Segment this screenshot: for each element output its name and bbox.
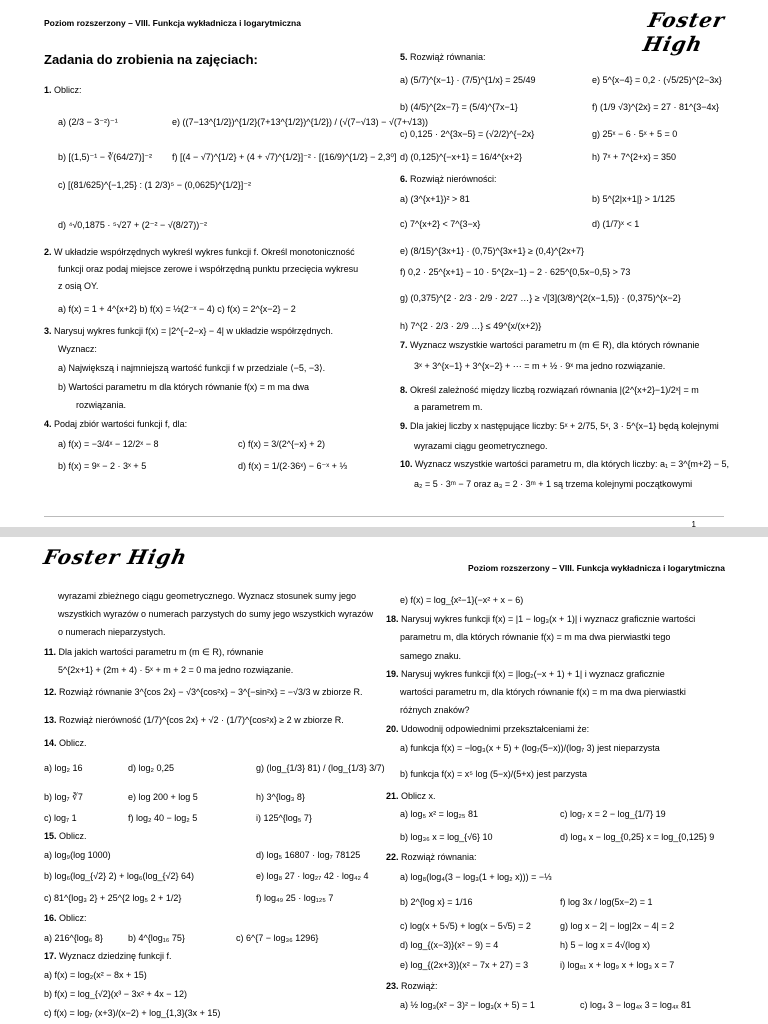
- exercise-text: Oblicz:: [59, 913, 87, 923]
- exercise-text: a) f(x) = 1 + 4^{x+2} b) f(x) = ½(2⁻ˣ − 4) c) f(x) = 2^{x−2} − 2: [58, 304, 296, 314]
- exercise-number: 19.: [386, 669, 402, 679]
- exercise-number: 6.: [400, 174, 411, 184]
- exercise-text: różnych znaków?: [400, 705, 470, 715]
- exercise-line: [256, 791, 305, 804]
- exercise-number-line: [386, 980, 438, 993]
- exercise-line: [256, 892, 333, 905]
- exercise-line: [400, 594, 523, 607]
- exercise-number: 22.: [386, 852, 402, 862]
- exercise-text: h) 3^{log₃ 8}: [256, 792, 305, 802]
- exercise-line: [580, 999, 691, 1012]
- exercise-text: a parametrem m.: [414, 402, 483, 412]
- exercise-text: Narysuj wykres funkcji f(x) = |log₂(−x + 1) + 1| i wyznacz graficznie: [401, 669, 665, 679]
- exercise-line: [400, 999, 535, 1012]
- exercise-line: [400, 128, 534, 141]
- exercise-number-line: [44, 418, 187, 431]
- exercise-text: Wyznacz dziedzinę funkcji f.: [59, 951, 172, 961]
- exercise-line: [400, 742, 660, 755]
- exercise-line: [128, 812, 197, 825]
- exercise-line: [236, 932, 318, 945]
- exercise-text: Narysuj wykres funkcji f(x) = |2^{−2−x} − 4| w układzie współrzędnych.: [54, 326, 334, 336]
- exercise-line: [58, 608, 373, 621]
- exercise-number: 8.: [400, 385, 411, 395]
- exercise-number: 1.: [44, 85, 55, 95]
- exercise-line: [560, 808, 666, 821]
- exercise-number-line: [44, 830, 87, 843]
- exercise-text: b) Wartości parametru m dla których równanie f(x) = m ma dwa: [58, 382, 309, 392]
- exercise-line: [58, 590, 356, 603]
- exercise-number: 7.: [400, 340, 411, 350]
- exercise-text: wyrazami ciągu geometrycznego.: [414, 441, 548, 451]
- exercise-line: [400, 151, 522, 164]
- exercise-text: g) (log_{1/3} 81) / (log_{1/3} 3/7): [256, 763, 385, 773]
- exercise-line: [560, 939, 650, 952]
- exercise-line: [400, 831, 493, 844]
- exercise-text: a) (3^{x+1})² > 81: [400, 194, 470, 204]
- exercise-line: [44, 892, 181, 905]
- exercise-text: i) log₈₁ x + log₉ x + log₃ x = 7: [560, 960, 675, 970]
- exercise-text: c) log₇ x = 2 − log_{1/7} 19: [560, 809, 666, 819]
- exercise-text: Rozwiąż:: [401, 981, 438, 991]
- exercise-line: [58, 381, 309, 394]
- exercise-line: [44, 812, 77, 825]
- exercise-line: [560, 831, 714, 844]
- exercise-number: 9.: [400, 421, 411, 431]
- exercise-line: [560, 959, 674, 972]
- exercise-number-line: [44, 950, 171, 963]
- exercise-line: [592, 128, 677, 141]
- exercise-line: [128, 791, 198, 804]
- exercise-text: d) ⁴√0,1875 · ⁵√27 + (2⁻² − √(8/27))⁻²: [58, 220, 207, 230]
- exercise-text: z osią OY.: [58, 281, 99, 291]
- exercise-line: [400, 920, 531, 933]
- exercise-number-line: [44, 325, 333, 338]
- exercise-number-line: [400, 458, 729, 471]
- exercise-line: [58, 280, 98, 293]
- exercise-text: 5^{2x+1} + (2m + 4) · 5ˣ + m + 2 = 0 ma jedno rozwiązanie.: [58, 665, 294, 675]
- exercise-text: c) 0,125 · 2^{3x−5} = (√2/2)^{−2x}: [400, 129, 535, 139]
- exercise-line: [592, 193, 675, 206]
- exercise-text: a) log₂ 16: [44, 763, 83, 773]
- exercise-line: [592, 218, 639, 231]
- exercise-line: [400, 939, 498, 952]
- exercise-text: Podaj zbiór wartości funkcji f, dla:: [54, 419, 188, 429]
- exercise-number-line: [44, 714, 344, 727]
- document-page-2: [0, 537, 768, 1024]
- exercise-text: rozwiązania.: [76, 400, 127, 410]
- exercise-line: [238, 460, 347, 473]
- exercise-text: b) f(x) = log_{√2}(x³ − 3x² + 4x − 12): [44, 989, 188, 999]
- exercise-number: 10.: [400, 459, 416, 469]
- exercise-text: f) (1/9 √3)^{2x} = 27 · 81^{3−4x}: [592, 102, 719, 112]
- exercise-text: 3ˣ + 3^{x−1} + 3^{x−2} + ⋯ = m + ½ · 9ˣ ma jedno rozwiązanie.: [414, 361, 666, 371]
- exercise-text: c) [(81/625)^{−1,25} : (1 2/3)⁵ − (0,0625)^{1/2}]⁻²: [58, 180, 252, 190]
- exercise-line: [76, 399, 126, 412]
- exercise-line: [44, 791, 83, 804]
- exercise-line: [560, 920, 674, 933]
- exercise-text: wszystkich wyrazów o numerach parzystych do sumy jego wszystkich wyrazów: [58, 609, 374, 619]
- exercise-line: [560, 896, 653, 909]
- exercise-line: [256, 849, 360, 862]
- exercise-text: e) ((7−13^{1/2})^{1/2}(7+13^{1/2})^{1/2}) / (√(7−√13) − √(7+√13)): [172, 117, 429, 127]
- exercise-line: [400, 292, 681, 305]
- exercise-text: Wyznacz:: [58, 344, 97, 354]
- exercise-line: [400, 959, 528, 972]
- exercise-number: 13.: [44, 715, 60, 725]
- exercise-line: [58, 664, 293, 677]
- exercise-line: [58, 438, 158, 451]
- exercise-text: Oblicz.: [59, 738, 87, 748]
- exercise-text: a) f(x) = −3/4ˣ − 12/2ˣ − 8: [58, 439, 159, 449]
- exercise-text: b) log₃₆ x = log_{√6} 10: [400, 832, 493, 842]
- exercise-text: g) 25ˣ − 6 · 5ˣ + 5 = 0: [592, 129, 678, 139]
- exercise-text: i) 125^{log₅ 7}: [256, 813, 312, 823]
- exercise-text: e) 5^{x−4} = 0,2 · (√5/25)^{2−3x}: [592, 75, 722, 85]
- exercise-text: a) f(x) = log₂(x² − 8x + 15): [44, 970, 147, 980]
- exercise-text: a₂ = 5 · 3ᵐ − 7 oraz a₃ = 2 · 3ᵐ + 1 są trzema kolejnymi początkowymi: [414, 479, 693, 489]
- foster-high-logo: Foster High: [640, 8, 728, 56]
- exercise-number-line: [44, 686, 362, 699]
- exercise-text: b) (4/5)^{2x−7} = (5/4)^{7x−1}: [400, 102, 518, 112]
- exercise-number: 23.: [386, 981, 402, 991]
- exercise-text: d) (0,125)^{−x+1} = 16/4^{x+2}: [400, 152, 523, 162]
- exercise-text: W układzie współrzędnych wykreśl wykres funkcji f. Określ monotoniczność: [54, 247, 355, 257]
- exercise-text: b) log₇ ∛7: [44, 792, 83, 802]
- exercise-text: a) log₅ x² = log₂₅ 81: [400, 809, 479, 819]
- exercise-text: Narysuj wykres funkcji f(x) = |1 − log₃(x + 1)| i wyznacz graficznie wartości: [401, 614, 696, 624]
- exercise-line: [400, 101, 518, 114]
- exercise-line: [256, 870, 369, 883]
- exercise-line: [58, 263, 358, 276]
- exercise-text: b) funkcja f(x) = x⁵ log (5−x)/(5+x) jest parzysta: [400, 769, 588, 779]
- exercise-text: b) 5^{2|x+1|} > 1/125: [592, 194, 675, 204]
- exercise-text: funkcji oraz podaj miejsce zerowe i współrzędną punktu przecięcia wykresu: [58, 264, 359, 274]
- exercise-line: [414, 401, 483, 414]
- page-title: Zadania do zrobienia na zajęciach:: [44, 52, 258, 67]
- exercise-line: [400, 686, 686, 699]
- exercise-line: [592, 151, 676, 164]
- exercise-text: a) log₈(log₄(3 − log₃(1 + log₂ x))) = −⅓: [400, 872, 552, 882]
- exercise-text: a) 216^{log₆ 8}: [44, 933, 103, 943]
- exercise-text: Rozwiąż równania:: [410, 52, 486, 62]
- exercise-line: [44, 762, 83, 775]
- exercise-text: o numerach nieparzystych.: [58, 627, 166, 637]
- exercise-number-line: [400, 420, 719, 433]
- exercise-line: [592, 101, 719, 114]
- exercise-line: [400, 320, 541, 333]
- exercise-text: f) 0,2 · 25^{x+1} − 10 · 5^{2x−1} − 2 · 625^{0,5x−0,5} > 73: [400, 267, 631, 277]
- exercise-number-line: [44, 646, 263, 659]
- exercise-text: d) log₄ x − log_{0,25} x = log_{0,125} 9: [560, 832, 715, 842]
- exercise-line: [238, 438, 325, 451]
- exercise-text: c) 81^{log₃ 2} + 25^{2 log₅ 2 + 1/2}: [44, 893, 182, 903]
- exercise-line: [172, 116, 428, 129]
- exercise-number: 15.: [44, 831, 60, 841]
- exercise-number: 20.: [386, 724, 402, 734]
- exercise-number-line: [386, 790, 436, 803]
- exercise-text: b) [(1,5)⁻¹ − ∛(64/27)]⁻²: [58, 152, 153, 162]
- exercise-text: c) f(x) = 3/(2^{−x} + 2): [238, 439, 326, 449]
- exercise-line: [172, 151, 397, 164]
- exercise-line: [58, 626, 166, 639]
- exercise-line: [400, 631, 670, 644]
- exercise-number: 16.: [44, 913, 60, 923]
- exercise-number-line: [400, 339, 699, 352]
- exercise-line: [128, 762, 174, 775]
- page-gap: [0, 527, 768, 537]
- exercise-line: [400, 218, 480, 231]
- page-header: Poziom rozszerzony – VIII. Funkcja wykładnicza i logarytmiczna: [44, 18, 301, 28]
- exercise-line: [256, 812, 312, 825]
- exercise-text: d) log₂ 0,25: [128, 763, 175, 773]
- footer-divider: [44, 516, 724, 517]
- exercise-text: a) log₉(log 1000): [44, 850, 111, 860]
- exercise-number: 11.: [44, 647, 59, 657]
- exercise-text: Rozwiąż równania:: [401, 852, 477, 862]
- exercise-text: d) log₅ 16807 · log₇ 78125: [256, 850, 361, 860]
- exercise-text: c) log₄ 3 − log₄ₓ 3 = log₄ₓ 81: [580, 1000, 691, 1010]
- exercise-text: b) 4^{log₁₆ 75}: [128, 933, 185, 943]
- exercise-text: f) log 3x / log(5x−2) = 1: [560, 897, 653, 907]
- exercise-text: c) 7^{x+2} < 7^{3−x}: [400, 219, 481, 229]
- exercise-text: Rozwiąż nierówności:: [410, 174, 497, 184]
- exercise-text: Rozwiąż równanie 3^{cos 2x} − √3^{cos²x} − 3^{−sin²x} = −√3/3 w zbiorze R.: [59, 687, 363, 697]
- exercise-text: b) log₆(log_{√2} 2) + log₆(log_{√2} 64): [44, 871, 194, 881]
- exercise-line: [58, 219, 207, 232]
- exercise-number-line: [400, 384, 699, 397]
- exercise-number-line: [386, 613, 695, 626]
- exercise-number: 14.: [44, 738, 60, 748]
- exercise-number-line: [386, 851, 477, 864]
- exercise-text: parametru m, dla których równanie f(x) = m ma dwa pierwiastki tego: [400, 632, 671, 642]
- exercise-text: wyrazami zbieżnego ciągu geometrycznego. Wyznacz stosunek sumy jego: [58, 591, 357, 601]
- exercise-number-line: [44, 84, 82, 97]
- exercise-line: [58, 362, 325, 375]
- exercise-line: [400, 193, 470, 206]
- exercise-line: [256, 762, 385, 775]
- exercise-line: [58, 460, 146, 473]
- exercise-text: e) log₈ 27 · log₂₇ 42 · log₄₂ 4: [256, 871, 369, 881]
- exercise-line: [44, 849, 111, 862]
- exercise-line: [44, 870, 194, 883]
- exercise-number-line: [400, 51, 486, 64]
- exercise-text: c) f(x) = log₇ (x+3)/(x−2) + log_{1,3}(3x + 15): [44, 1008, 221, 1018]
- page-number: 1: [691, 520, 696, 527]
- exercise-text: a) (2/3 − 3⁻²)⁻¹: [58, 117, 118, 127]
- exercise-line: [44, 969, 147, 982]
- exercise-number: 17.: [44, 951, 60, 961]
- exercise-text: h) 7^{2 · 2/3 · 2/9 …} ≤ 49^{x/(x+2)}: [400, 321, 542, 331]
- exercise-text: wartości parametru m, dla których równanie f(x) = m ma dwa pierwiastki: [400, 687, 686, 697]
- exercise-line: [58, 116, 118, 129]
- page-header: Poziom rozszerzony – VIII. Funkcja wykładnicza i logarytmiczna: [468, 563, 725, 573]
- exercise-text: c) log₇ 1: [44, 813, 77, 823]
- exercise-line: [44, 988, 187, 1001]
- exercise-text: Udowodnij odpowiednimi przekształceniami że:: [401, 724, 590, 734]
- exercise-text: g) (0,375)^{2 · 2/3 · 2/9 · 2/27 …} ≥ √[3](3/8)^{2(x−1,5)} · (0,375)^{x−2}: [400, 293, 681, 303]
- exercise-number-line: [400, 173, 497, 186]
- exercise-line: [414, 478, 692, 491]
- exercise-number-line: [44, 912, 87, 925]
- exercise-text: b) f(x) = 9ˣ − 2 · 3ˣ + 5: [58, 461, 147, 471]
- exercise-text: f) [(4 − √7)^{1/2} + (4 + √7)^{1/2}]⁻² · [(16/9)^{1/2} − 2,3⁰]: [172, 152, 397, 162]
- exercise-line: [44, 932, 103, 945]
- foster-high-logo: Foster High: [41, 545, 190, 569]
- exercise-line: [58, 151, 152, 164]
- exercise-text: e) log 200 + log 5: [128, 792, 198, 802]
- exercise-text: h) 5 − log x = 4√(log x): [560, 940, 650, 950]
- exercise-line: [414, 440, 548, 453]
- exercise-text: e) (8/15)^{3x+1} · (0,75)^{3x+1} ≥ (0,4)^{2x+7}: [400, 246, 584, 256]
- exercise-text: g) log x − 2| − log|2x − 4| = 2: [560, 921, 675, 931]
- exercise-text: samego znaku.: [400, 651, 462, 661]
- exercise-line: [44, 1007, 220, 1020]
- exercise-text: e) f(x) = log_{x²−1}(−x² + x − 6): [400, 595, 524, 605]
- exercise-text: e) log_{(2x+3)}(x² − 7x + 27) = 3: [400, 960, 529, 970]
- exercise-number: 5.: [400, 52, 411, 62]
- exercise-text: Rozwiąż nierówność (1/7)^{cos 2x} + √2 · (1/7)^{cos²x} ≥ 2 w zbiorze R.: [59, 715, 344, 725]
- exercise-line: [400, 74, 536, 87]
- exercise-number: 21.: [386, 791, 402, 801]
- exercise-text: c) log(x + 5√5) + log(x − 5√5) = 2: [400, 921, 531, 931]
- exercise-line: [58, 343, 97, 356]
- exercise-number: 4.: [44, 419, 55, 429]
- exercise-number-line: [44, 737, 87, 750]
- exercise-line: [58, 303, 296, 316]
- exercise-number: 2.: [44, 247, 55, 257]
- exercise-text: f) log₄₉ 25 · log₁₂₅ 7: [256, 893, 334, 903]
- exercise-text: Wyznacz wszystkie wartości parametru m (m ∈ R), dla których równanie: [410, 340, 700, 350]
- exercise-text: d) (1/7)ˣ < 1: [592, 219, 640, 229]
- exercise-number: 12.: [44, 687, 60, 697]
- exercise-text: a) (5/7)^{x−1} · (7/5)^{1/x} = 25/49: [400, 75, 536, 85]
- exercise-line: [400, 871, 552, 884]
- exercise-line: [128, 932, 185, 945]
- exercise-line: [592, 74, 722, 87]
- exercise-number: 18.: [386, 614, 402, 624]
- exercise-number-line: [386, 668, 665, 681]
- exercise-number-line: [44, 246, 355, 259]
- exercise-number-line: [386, 723, 589, 736]
- exercise-line: [400, 245, 584, 258]
- exercise-text: a) ½ log₃(x² − 3)² − log₃(x + 5) = 1: [400, 1000, 535, 1010]
- exercise-text: c) 6^{7 − log₃₆ 1296}: [236, 933, 319, 943]
- exercise-text: a) funkcja f(x) = −log₃(x + 5) + (log₇(5−x))/(log₇ 3) jest nieparzysta: [400, 743, 660, 753]
- exercise-line: [58, 179, 251, 192]
- exercise-line: [414, 360, 665, 373]
- exercise-text: Oblicz:: [54, 85, 82, 95]
- exercise-text: Wyznacz wszystkie wartości parametru m, dla których liczby: a₁ = 3^{m+2} − 5,: [415, 459, 730, 469]
- exercise-text: f) log₂ 40 − log₂ 5: [128, 813, 198, 823]
- exercise-number: 3.: [44, 326, 55, 336]
- exercise-text: d) log_{(x−3)}(x² − 9) = 4: [400, 940, 499, 950]
- exercise-text: Oblicz x.: [401, 791, 436, 801]
- exercise-text: h) 7ˣ + 7^{2+x} = 350: [592, 152, 676, 162]
- exercise-text: b) 2^{log x} = 1/16: [400, 897, 473, 907]
- exercise-text: Dla jakich wartości parametru m (m ∈ R), równanie: [58, 647, 264, 657]
- exercise-line: [400, 808, 478, 821]
- exercise-line: [400, 896, 473, 909]
- exercise-text: d) f(x) = 1/(2·36ˣ) − 6⁻ˣ + ⅓: [238, 461, 347, 471]
- exercise-line: [400, 650, 461, 663]
- exercise-text: Dla jakiej liczby x następujące liczby: 5ˣ + 2/75, 5ˣ, 3 · 5^{x−1} będą kolejnymi: [410, 421, 719, 431]
- exercise-line: [400, 768, 587, 781]
- exercise-text: a) Największą i najmniejszą wartość funkcji f w przedziale ⟨−5, −3⟩.: [58, 363, 326, 373]
- exercise-text: Oblicz.: [59, 831, 87, 841]
- exercise-text: Określ zależność między liczbą rozwiązań równania |(2^{x+2}−1)/2ˣ| = m: [410, 385, 699, 395]
- exercise-line: [400, 266, 630, 279]
- exercise-line: [400, 704, 470, 717]
